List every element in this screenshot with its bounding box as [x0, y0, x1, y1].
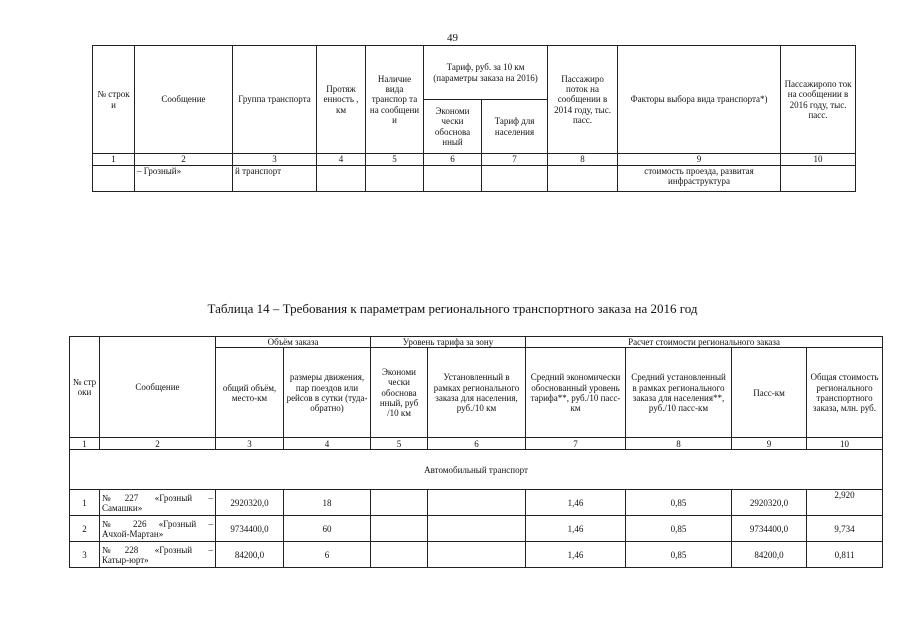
t1-row-route: – Грозный»	[135, 166, 233, 192]
t1-header-has-type: Наличие вида транспор та на сообщени и	[366, 46, 424, 154]
t2-row-avg-set: 0,85	[626, 516, 732, 542]
t2-row-volume: 2920320,0	[216, 490, 284, 516]
t2-header-total-volume: общий объём, место-км	[216, 348, 284, 438]
t2-colnum: 2	[100, 438, 216, 450]
t2-row-set	[428, 490, 526, 516]
t2-section-title: Автомобильный транспорт	[70, 450, 883, 490]
t1-colnum: 8	[548, 154, 618, 166]
t2-colnum: 9	[732, 438, 807, 450]
t1-colnum: 7	[482, 154, 548, 166]
t2-colnum: 6	[428, 438, 526, 450]
t1-row-factors: стоимость проезда, развитая инфраструктура	[618, 166, 781, 192]
t1-colnum: 4	[317, 154, 366, 166]
table1-column-numbers	[93, 154, 856, 166]
table2-column-numbers	[70, 438, 883, 450]
t2-colnum: 8	[626, 438, 732, 450]
t2-header-pass-km: Пасс-км	[732, 348, 807, 438]
table-row	[70, 516, 883, 542]
t2-header-avg-set: Средний установленный в рамках регионального заказа для населения**, руб./10 пасс-км	[626, 348, 732, 438]
t2-row-traffic: 18	[284, 490, 371, 516]
t2-row-total: 9,734	[807, 516, 883, 542]
t1-header-tariff-pop: Тариф для населения	[482, 100, 548, 154]
table2-section-row	[70, 450, 883, 490]
t1-colnum: 10	[781, 154, 856, 166]
t1-colnum: 9	[618, 154, 781, 166]
t2-row-avg-econ: 1,46	[526, 542, 626, 568]
t2-colnum: 7	[526, 438, 626, 450]
t1-row-group: й транспорт	[233, 166, 317, 192]
t2-row-avg-set: 0,85	[626, 542, 732, 568]
t2-row-num: 2	[70, 516, 100, 542]
t2-row-num: 1	[70, 490, 100, 516]
t2-row-route	[100, 490, 216, 516]
table-continuation	[92, 45, 856, 192]
t2-row-total: 0,811	[807, 542, 883, 568]
t2-header-avg-econ: Средний экономически обоснованный уровень тарифа**, руб./10 пасс-км	[526, 348, 626, 438]
t1-colnum: 5	[366, 154, 424, 166]
t2-row-traffic: 60	[284, 516, 371, 542]
t1-header-length: Протяж енность , км	[317, 46, 366, 154]
t1-colnum: 6	[424, 154, 482, 166]
t2-colnum: 10	[807, 438, 883, 450]
t2-row-num: 3	[70, 542, 100, 568]
t2-header-num: № стр оки	[70, 337, 100, 438]
t1-header-tariff: Тариф, руб. за 10 км (параметры заказа на 2016)	[424, 46, 548, 100]
t2-row-total: 2,920	[807, 490, 883, 516]
t2-row-route-line2: Самашки»	[102, 502, 143, 513]
t2-header-tariff-group: Уровень тарифа за зону	[371, 337, 526, 348]
t2-header-route: Сообщение	[100, 337, 216, 438]
t2-row-volume: 9734400,0	[216, 516, 284, 542]
t2-colnum: 3	[216, 438, 284, 450]
t2-header-econ: Экономи чески обоснова нный, руб /10 км	[371, 348, 428, 438]
table1-row	[93, 166, 856, 192]
t2-row-route-line1: №227 «Грозный –	[102, 492, 213, 503]
t2-header-set-tariff: Установленный в рамках регионального заказа для населения, руб./10 км	[428, 348, 526, 438]
t1-header-flow2016: Пассажиропо ток на сообщении в 2016 году, тыс. пасс.	[781, 46, 856, 154]
t2-header-volume-group: Объём заказа	[216, 337, 371, 348]
t2-row-volume: 84200,0	[216, 542, 284, 568]
t1-header-tariff-econ: Экономи чески обоснова нный	[424, 100, 482, 154]
t1-header-num: № строк и	[93, 46, 135, 154]
t1-header-group: Группа транспорта	[233, 46, 317, 154]
t1-colnum: 3	[233, 154, 317, 166]
page-number: 49	[447, 32, 458, 44]
t2-row-route-line2: Катыр-юрт»	[102, 554, 149, 565]
t2-row-avg-econ: 1,46	[526, 490, 626, 516]
t1-header-factors: Факторы выбора вида транспорта*)	[618, 46, 781, 154]
t2-colnum: 4	[284, 438, 371, 450]
t2-row-route	[100, 542, 216, 568]
t2-header-cost-group: Расчет стоимости регионального заказа	[526, 337, 883, 348]
t2-row-route-line2: Ачхой-Мартан»	[102, 528, 164, 539]
t1-header-route: Сообщение	[135, 46, 233, 154]
t2-colnum: 5	[371, 438, 428, 450]
t1-header-flow2014: Пассажиро поток на сообщении в 2014 году, тыс. пасс.	[548, 46, 618, 154]
t2-row-route-line1: № 226 «Грозный –	[102, 518, 213, 529]
table-14	[69, 336, 883, 568]
table1-header-row	[93, 46, 856, 100]
t2-row-econ	[371, 490, 428, 516]
t2-row-econ	[371, 542, 428, 568]
table2-group-header-row	[70, 337, 883, 348]
t2-row-set	[428, 516, 526, 542]
table-row	[70, 542, 883, 568]
t1-colnum: 1	[93, 154, 135, 166]
t2-row-econ	[371, 516, 428, 542]
t2-row-avg-set: 0,85	[626, 490, 732, 516]
t2-row-avg-econ: 1,46	[526, 516, 626, 542]
t2-row-route-line1: №228 «Грозный –	[102, 544, 213, 555]
t2-row-route	[100, 516, 216, 542]
t2-header-traffic: размеры движения, пар поездов или рейсов в сутки (туда-обратно)	[284, 348, 371, 438]
table-caption: Таблица 14 – Требования к параметрам регионального транспортного заказа на 2016 год	[207, 301, 698, 316]
t2-row-pass-km: 84200,0	[732, 542, 807, 568]
t2-header-total-cost: Общая стоимость регионального транспортного заказа, млн. руб.	[807, 348, 883, 438]
t2-colnum: 1	[70, 438, 100, 450]
t2-row-pass-km: 2920320,0	[732, 490, 807, 516]
t2-row-traffic: 6	[284, 542, 371, 568]
t2-row-pass-km: 9734400,0	[732, 516, 807, 542]
t1-colnum: 2	[135, 154, 233, 166]
table-row	[70, 490, 883, 516]
t2-row-set	[428, 542, 526, 568]
